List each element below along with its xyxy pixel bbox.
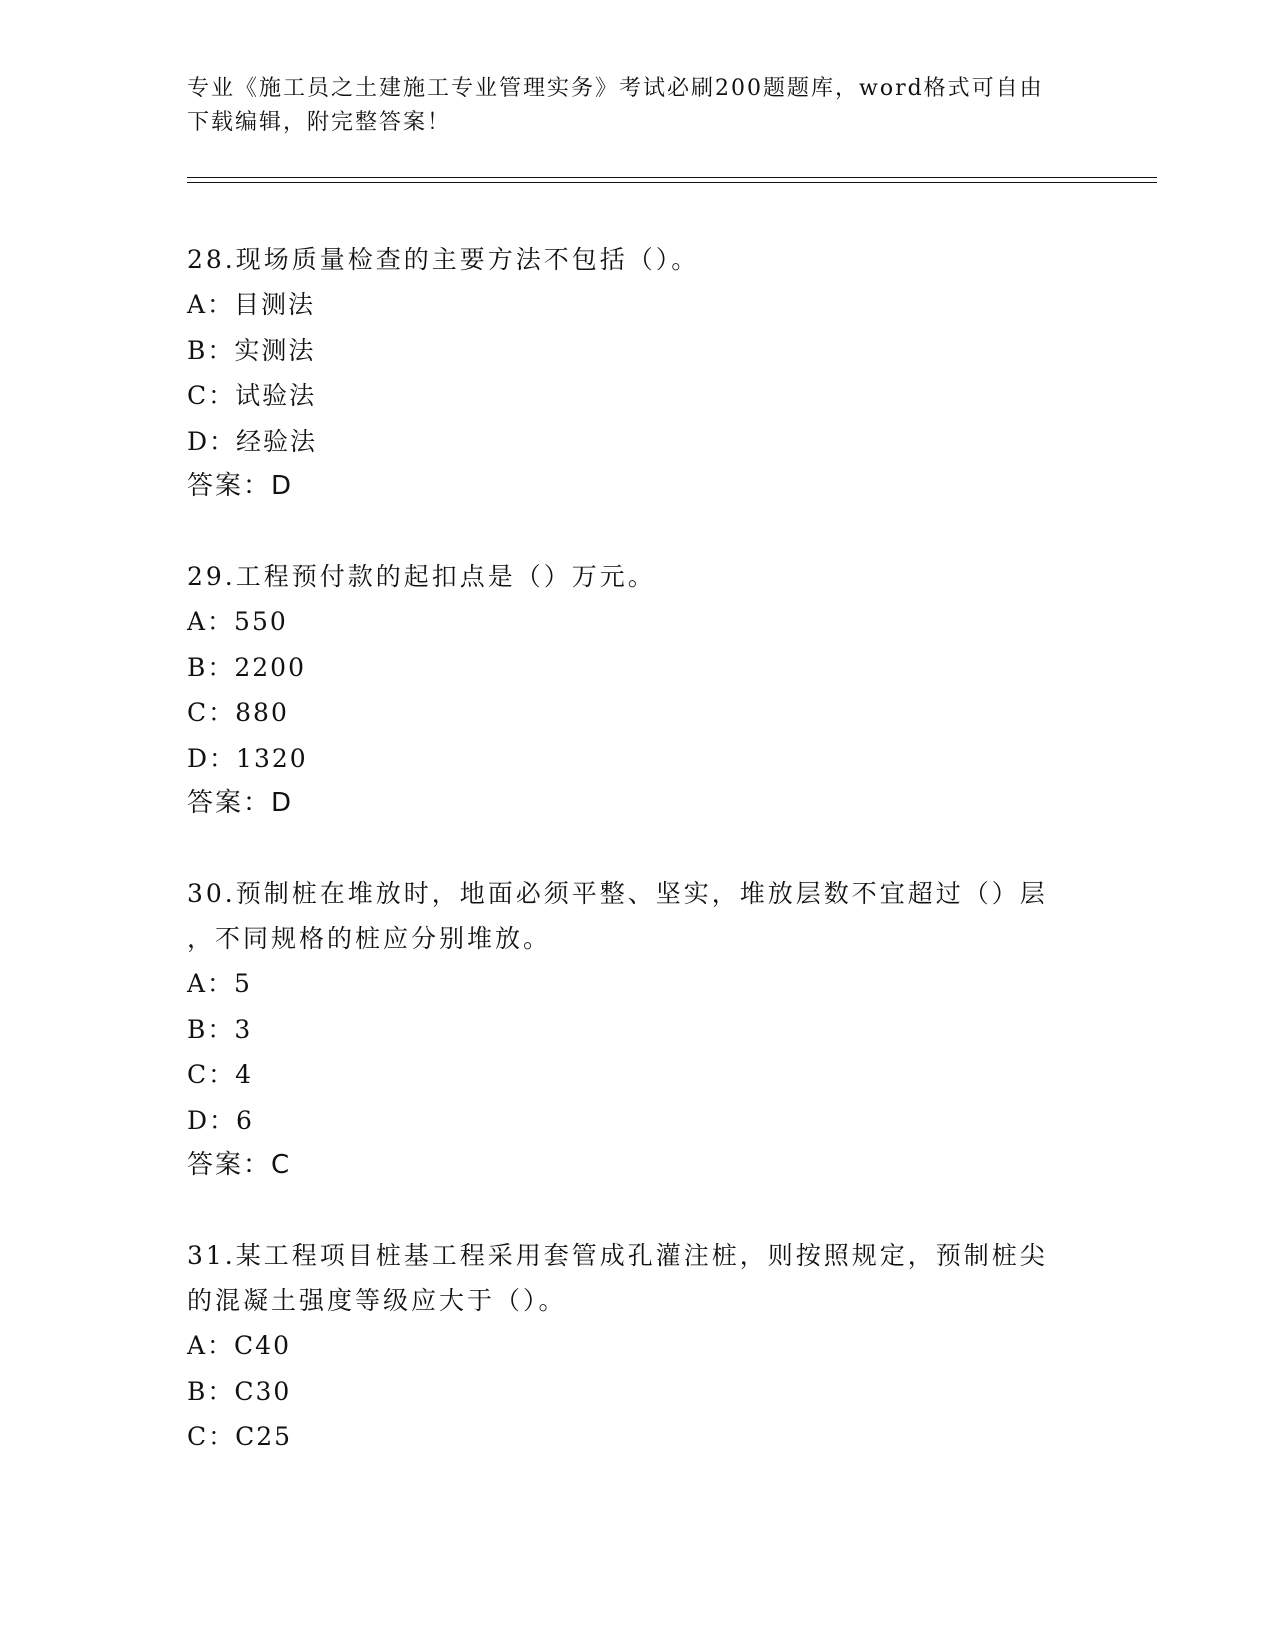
answer-line: 答案：D [187, 788, 294, 818]
option-b: B：3 [187, 1014, 253, 1044]
option-d: D：经验法 [187, 426, 318, 456]
header-divider-bottom [187, 182, 1157, 183]
question-text: 29.工程预付款的起扣点是（）万元。 [187, 562, 656, 591]
question-text: 28.现场质量检查的主要方法不包括（）。 [187, 245, 700, 274]
header-line-1: 专业《施工员之土建施工专业管理实务》考试必刷200题题库，word格式可自由 [187, 76, 1044, 101]
option-a: A：5 [187, 969, 252, 998]
option-a: A：550 [187, 607, 288, 636]
option-a: A：C40 [187, 1331, 291, 1360]
option-b: B：2200 [187, 652, 306, 682]
option-a: A：目测法 [187, 290, 316, 319]
question-text: 30.预制桩在堆放时，地面必须平整、坚实，堆放层数不宜超过（）层 [187, 879, 1048, 908]
answer-line: 答案：C [187, 1150, 292, 1180]
question-31 [187, 1233, 1087, 1460]
header-divider-top [187, 177, 1157, 178]
question-list [187, 237, 1087, 1505]
option-c: C：C25 [187, 1422, 293, 1451]
question-text-continued: 的混凝土强度等级应大于（）。 [187, 1286, 567, 1315]
question-text-continued: ，不同规格的桩应分别堆放。 [187, 924, 552, 953]
option-c: C：4 [187, 1060, 254, 1089]
option-c: C：880 [187, 698, 289, 727]
option-b: B：C30 [187, 1376, 292, 1406]
question-29 [187, 554, 1087, 826]
answer-line: 答案：D [187, 471, 294, 501]
question-28 [187, 237, 1087, 509]
option-d: D：6 [187, 1105, 254, 1135]
question-text: 31.某工程项目桩基工程采用套管成孔灌注桩，则按照规定，预制桩尖 [187, 1241, 1048, 1270]
option-c: C：试验法 [187, 381, 317, 410]
document-header [187, 72, 1087, 140]
header-line-2: 下载编辑，附完整答案！ [187, 110, 452, 135]
option-d: D：1320 [187, 743, 308, 773]
option-b: B：实测法 [187, 335, 316, 365]
question-30 [187, 871, 1087, 1188]
